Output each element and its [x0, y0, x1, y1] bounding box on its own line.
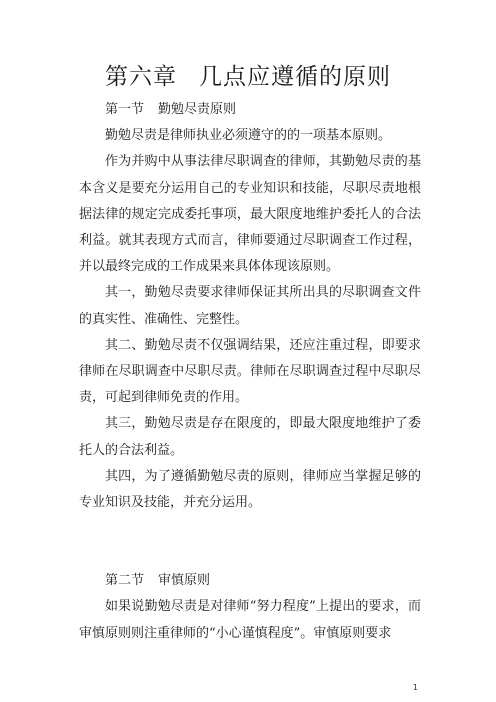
chapter-number: 第六章: [105, 64, 177, 90]
section-heading-1: [79, 97, 421, 123]
paragraph: 其四，为了遵循勤勉尽责的原则，律师应当掌握足够的专业知识及技能，并充分运用。: [79, 468, 421, 511]
paragraph: 作为并购中从事法律尽职调查的律师，其勤勉尽责的基本含义是要充分运用自己的专业知识和技能，尽职尽责地根据法律的规定完成委托事项，最大限度地维护委托人的合法利益。就其表现方式而言，律师要通过尽职调查工作过程，并以最终完成的工作成果来具体体现该原则。: [79, 154, 421, 275]
paragraph: 如果说勤勉尽责是对律师“努力程度”上提出的要求，而审慎原则则注重律师的“小心谨慎程度”。审慎原则要求: [79, 599, 421, 641]
paragraph: 勤勉尽责是律师执业必须遵守的的一项基本原则。: [105, 128, 392, 144]
chapter-title: [0, 62, 496, 92]
section-number: 第二节: [105, 573, 145, 589]
paragraph: 其三，勤勉尽责是存在限度的，即最大限度地维护了委托人的合法利益。: [79, 416, 421, 458]
paragraph: 其一，勤勉尽责要求律师保证其所出具的尽职调查文件的真实性、准确性、完整性。: [79, 285, 421, 327]
document-body: [79, 97, 421, 647]
section-spacer: [79, 516, 421, 568]
section-heading-2: [79, 568, 421, 594]
section-title: 审慎原则: [158, 573, 211, 589]
section-title: 勤勉尽责原则: [158, 102, 237, 117]
page-number: 1: [412, 683, 418, 692]
paragraph: 其二、勤勉尽责不仅强调结果，还应注重过程，即要求律师在尽职调查中尽职尽责。律师在尽职调查过程中尽职尽责，可起到律师免责的作用。: [79, 337, 421, 406]
section-number: 第一节: [105, 102, 145, 117]
chapter-name: 几点应遵循的原则: [199, 64, 391, 90]
